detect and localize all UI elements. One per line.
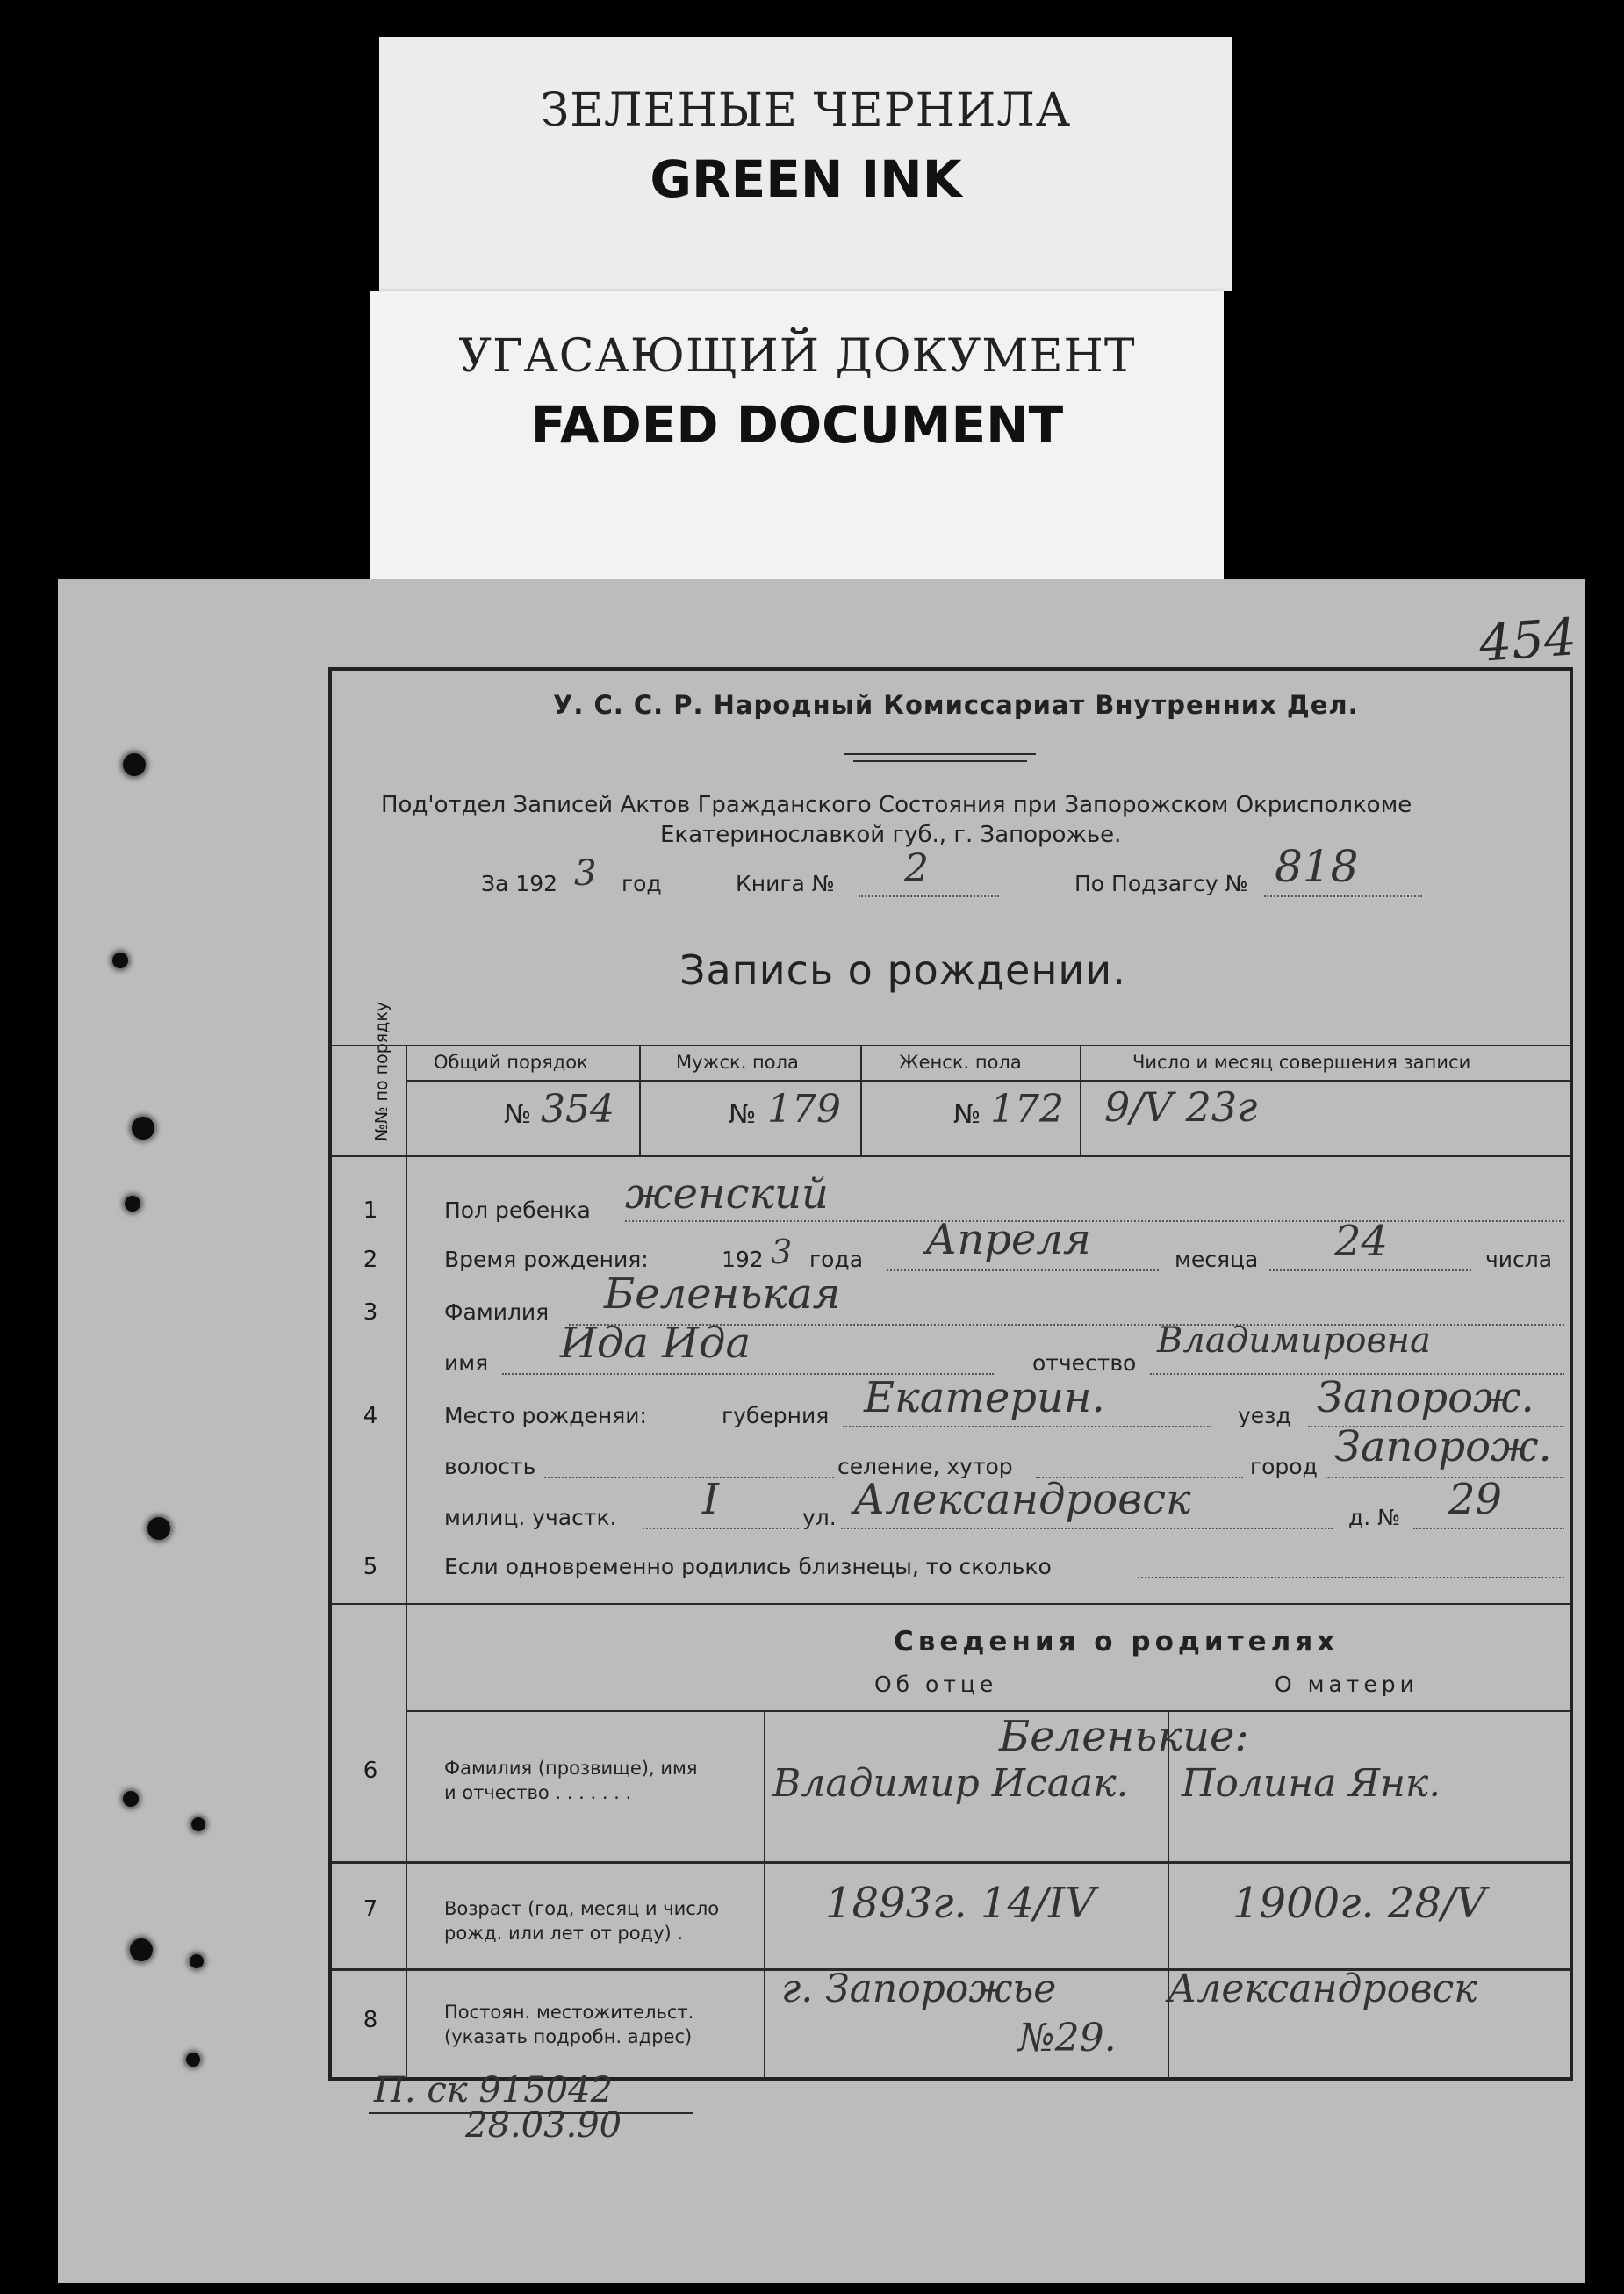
general-num-sign: № [504, 1099, 532, 1130]
street-value: Александровск [853, 1475, 1191, 1524]
father-age-value: 1893г. 14/IV [825, 1879, 1096, 1928]
volost-label: волость [444, 1454, 536, 1479]
birth-year-suffix: года [809, 1247, 864, 1272]
female-label: Женск. пола [899, 1052, 1022, 1073]
faded-document-label-en: FADED DOCUMENT [530, 395, 1064, 455]
binding-hole [191, 1817, 205, 1831]
father-name-value: Владимир Исаак. [772, 1761, 1129, 1806]
surname-value: Беленькая [604, 1269, 841, 1319]
mother-name-value: Полина Янк. [1182, 1761, 1441, 1806]
female-count-value: 172 [990, 1087, 1064, 1132]
sex-label: Пол ребенка [444, 1197, 591, 1223]
birth-year-prefix: 192 [722, 1247, 764, 1272]
row-number: 8 [363, 2007, 378, 2033]
row-number: 6 [363, 1758, 378, 1784]
male-count-value: 179 [767, 1087, 841, 1132]
row-number: 1 [363, 1197, 378, 1224]
selenie-label: селение, хутор [837, 1454, 1013, 1479]
row-number: 2 [363, 1247, 378, 1273]
birth-year-value: 3 [771, 1233, 793, 1271]
binding-hole [123, 1791, 139, 1807]
gorod-underline [1326, 1477, 1564, 1478]
binding-hole [130, 1938, 153, 1961]
header-divider [853, 760, 1027, 762]
birth-day-underline [1269, 1269, 1471, 1271]
birth-month-underline [887, 1269, 1159, 1271]
binding-hole [132, 1117, 154, 1140]
header-divider [844, 753, 1036, 755]
mother-address-value: Александровск [1168, 1967, 1477, 2011]
parents-shared-surname: Беленькие: [999, 1712, 1249, 1761]
binding-hole [147, 1517, 170, 1540]
female-num-sign: № [953, 1099, 981, 1130]
green-ink-label-card [379, 37, 1232, 291]
sex-underline [625, 1220, 1564, 1222]
uezd-label: уезд [1238, 1403, 1291, 1428]
birth-month-label: месяца [1175, 1247, 1259, 1272]
gorod-label: город [1250, 1454, 1318, 1479]
book-label: Книга № [736, 871, 835, 896]
general-order-label: Общий порядок [434, 1052, 588, 1073]
col-divider [639, 1045, 641, 1155]
binding-hole [125, 1196, 140, 1212]
record-date-label: Число и месяц совершения записи [1132, 1052, 1471, 1073]
mother-column-label: О матери [1275, 1672, 1419, 1697]
parents-top-border [332, 1603, 1570, 1605]
col-divider [860, 1045, 862, 1155]
father-address-line-2: №29. [1018, 2016, 1117, 2060]
parents-section-title: Сведения о родителях [894, 1626, 1340, 1658]
year-suffix: год [622, 871, 662, 896]
father-column-label: Об отце [874, 1672, 998, 1697]
parent-name-label-1: Фамилия (прозвище), имя [444, 1758, 698, 1779]
col-divider [406, 1045, 407, 2079]
row-number-column-label: №№ по порядку [372, 1001, 392, 1141]
binding-hole [112, 953, 128, 968]
parents-row-divider [332, 1861, 1570, 1864]
general-order-value: 354 [541, 1087, 614, 1132]
row-number: 4 [363, 1403, 378, 1429]
patronymic-label: отчество [1032, 1350, 1137, 1376]
binding-hole [123, 753, 146, 776]
parents-col-divider [1168, 1710, 1169, 2079]
birth-time-label: Время рождения: [444, 1247, 649, 1272]
parents-header-border [406, 1710, 1570, 1712]
patronymic-value: Владимировна [1157, 1320, 1431, 1361]
table-top-border [332, 1045, 1570, 1046]
parent-address-label-1: Постоян. местожительст. [444, 2002, 694, 2023]
podzags-underline [1264, 895, 1422, 897]
archive-note-line-2: 28.03.90 [465, 2105, 622, 2146]
faded-document-label-card [370, 291, 1224, 579]
podzags-value: 818 [1275, 841, 1359, 892]
parent-name-label-2: и отчество . . . . . . . [444, 1782, 632, 1803]
row-number: 5 [363, 1554, 378, 1580]
mother-age-value: 1900г. 28/V [1232, 1879, 1486, 1928]
row-number: 3 [363, 1299, 378, 1326]
parent-age-label-1: Возраст (год, месяц и число [444, 1898, 720, 1919]
name-value: Ида Ида [560, 1319, 751, 1368]
name-label: имя [444, 1350, 489, 1376]
archive-note-line-1: П. ск 915042 [374, 2070, 614, 2111]
binding-hole [186, 2053, 200, 2067]
birth-day-value: 24 [1334, 1217, 1389, 1266]
sheet-number: 454 [1477, 607, 1578, 673]
year-value: 3 [574, 853, 597, 894]
year-label: За 192 [481, 871, 558, 896]
parent-age-label-2: рожд. или лет от роду) . [444, 1923, 684, 1944]
birthplace-label: Место рожденяи: [444, 1403, 647, 1428]
birth-day-label: числа [1485, 1247, 1553, 1272]
record-title: Запись о рождении. [679, 946, 1126, 994]
book-value: 2 [904, 846, 929, 891]
twins-label: Если одновременно родились близнецы, то сколько [444, 1554, 1052, 1579]
parents-col-divider [764, 1710, 765, 2079]
subdepartment-line-1: Под'отдел Записей Актов Гражданского Состояния при Запорожском Окрисполкоме [381, 792, 1412, 818]
uezd-value: Запорож. [1317, 1373, 1534, 1422]
birth-month-value: Апреля [925, 1215, 1091, 1264]
gubernia-underline [843, 1426, 1211, 1427]
col-divider [1080, 1045, 1081, 1155]
table-header-border [406, 1080, 1570, 1082]
green-ink-label-ru: ЗЕЛЕНЫЕ ЧЕРНИЛА [540, 84, 1072, 137]
house-label: д. № [1348, 1505, 1401, 1530]
twins-underline [1138, 1577, 1564, 1578]
male-num-sign: № [729, 1099, 757, 1130]
gubernia-value: Екатерин. [864, 1373, 1105, 1422]
volost-underline [544, 1477, 834, 1478]
militia-district-value: I [702, 1475, 719, 1524]
gorod-value: Запорож. [1334, 1422, 1552, 1471]
green-ink-label-en: GREEN INK [650, 149, 962, 209]
surname-label: Фамилия [444, 1299, 550, 1325]
house-underline [1413, 1528, 1564, 1529]
podzags-label: По Подзагсу № [1074, 871, 1248, 896]
male-label: Мужск. пола [676, 1052, 799, 1073]
row-number: 7 [363, 1896, 378, 1923]
binding-hole [190, 1954, 204, 1968]
militia-district-label: милиц. участк. [444, 1505, 617, 1530]
book-underline [859, 895, 999, 897]
house-value: 29 [1448, 1475, 1503, 1524]
ministry-header: У. С. С. Р. Народный Комиссариат Внутренних Дел. [553, 690, 1359, 720]
street-label: ул. [802, 1505, 837, 1530]
militia-underline [643, 1528, 799, 1529]
faded-document-label-ru: УГАСАЮЩИЙ ДОКУМЕНТ [458, 330, 1136, 383]
subdepartment-line-2: Екатеринославкой губ., г. Запорожье. [660, 822, 1122, 848]
parent-address-label-2: (указать подробн. адрес) [444, 2026, 693, 2047]
counters-bottom-border [332, 1155, 1570, 1157]
street-underline [841, 1528, 1333, 1529]
gubernia-label: губерния [722, 1403, 830, 1428]
sex-value: женский [625, 1169, 829, 1219]
father-address-line-1: г. Запорожье [781, 1967, 1057, 2011]
record-date-value: 9/V 23г [1104, 1083, 1258, 1131]
